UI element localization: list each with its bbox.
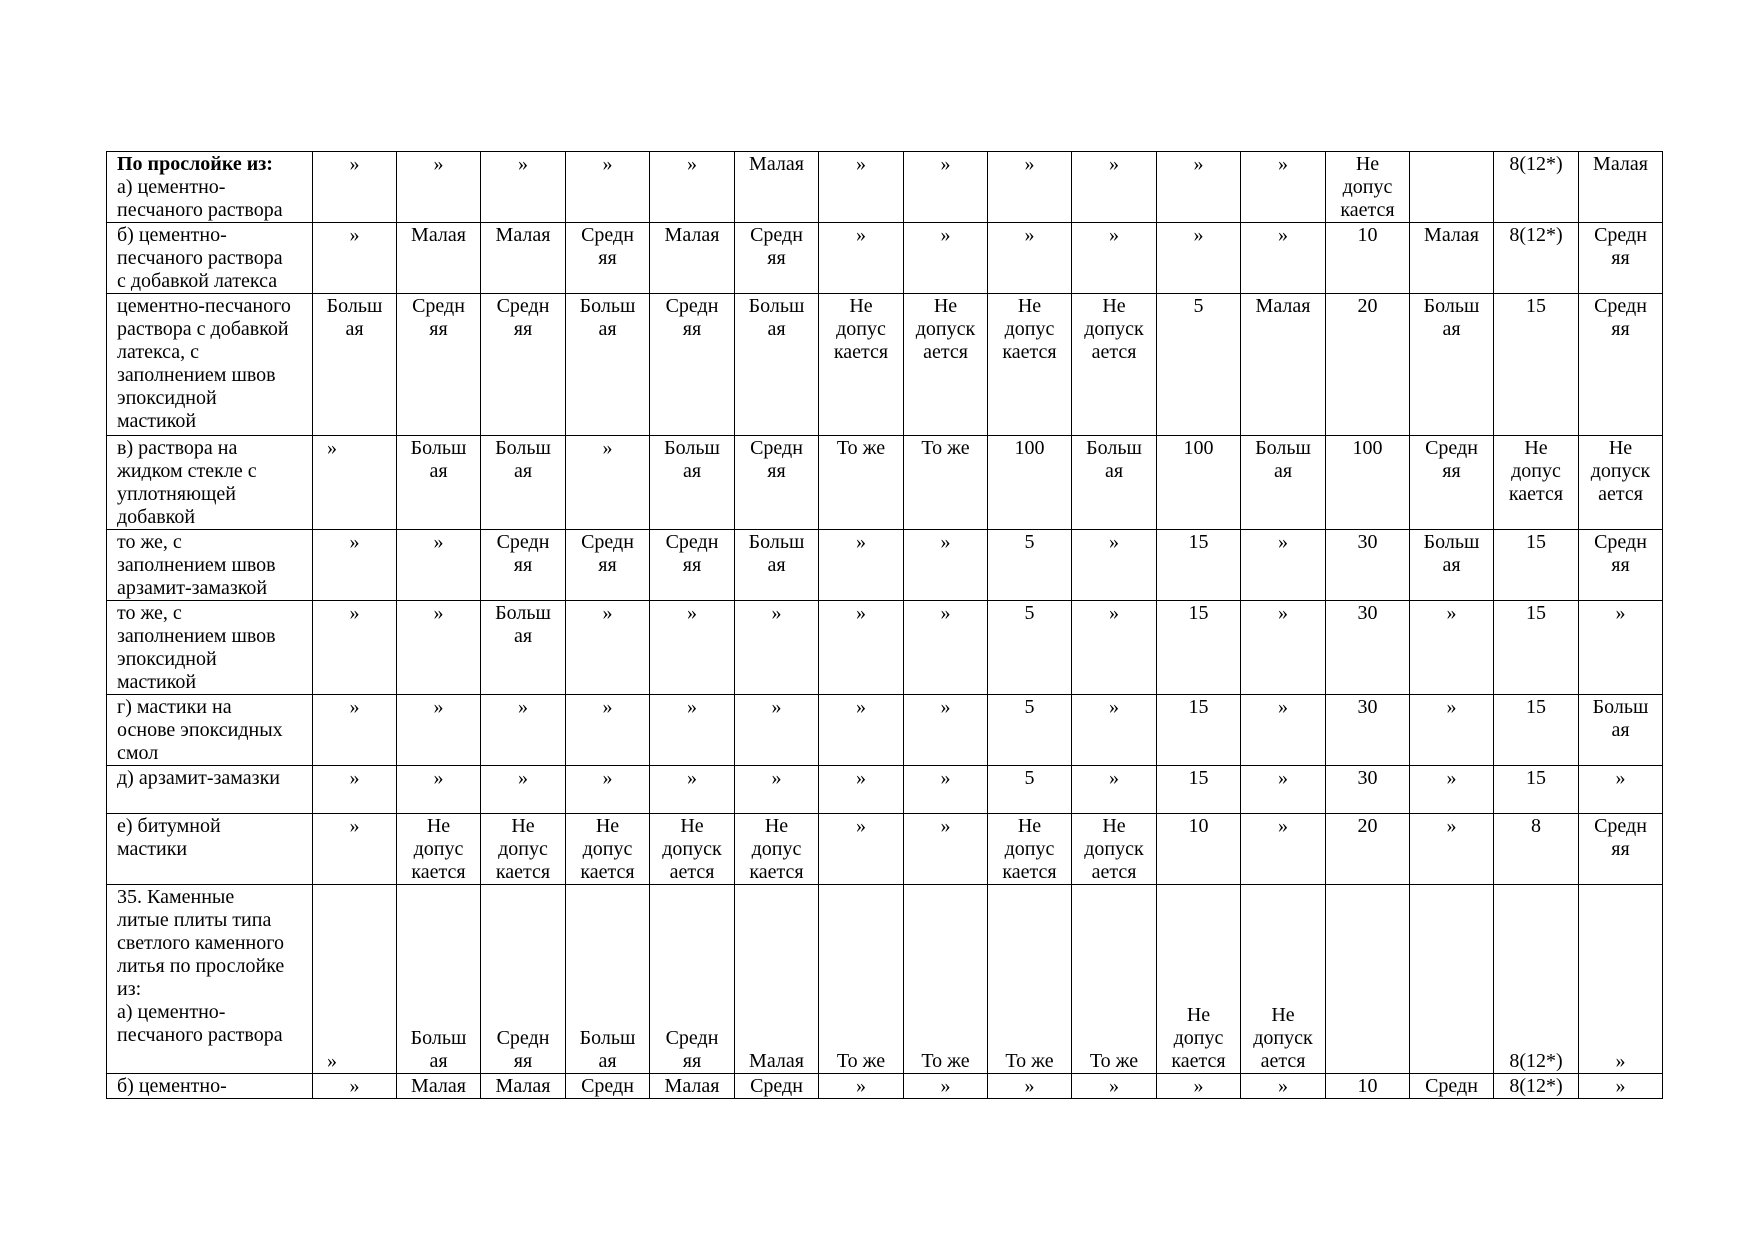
table-cell: 15 — [1157, 601, 1241, 695]
table-cell: 5 — [988, 766, 1072, 814]
table-cell: Не допус кается — [735, 814, 819, 885]
table-cell: » — [313, 530, 397, 601]
table-cell: » — [313, 1074, 397, 1099]
table-cell: » — [819, 223, 904, 294]
table-cell: Не допус кается — [397, 814, 481, 885]
table-cell: » — [1241, 601, 1326, 695]
table-cell: Не допуск ается — [1579, 436, 1663, 530]
table-cell: Малая — [397, 1074, 481, 1099]
table-cell: » — [1410, 766, 1494, 814]
table-cell: 15 — [1157, 530, 1241, 601]
table-cell: 8(12*) — [1494, 223, 1579, 294]
table-cell: Малая — [650, 223, 735, 294]
row-label-text: е) битумной мастики — [117, 815, 221, 860]
table-cell: » — [481, 152, 566, 223]
table-cell: » — [1157, 1074, 1241, 1099]
table-cell: Не допуск ается — [650, 814, 735, 885]
table-cell: 15 — [1494, 294, 1579, 436]
table-cell: 15 — [1494, 601, 1579, 695]
table-cell: 20 — [1326, 294, 1410, 436]
table-cell: Не допус кается — [988, 814, 1072, 885]
table-cell: » — [313, 814, 397, 885]
table-cell: Не допус кается — [481, 814, 566, 885]
table-cell: » — [397, 695, 481, 766]
table-cell: Больш ая — [1410, 294, 1494, 436]
table-cell: » — [397, 766, 481, 814]
row-label-cell — [107, 601, 313, 695]
table-cell: » — [1241, 223, 1326, 294]
table-cell: Средн яя — [650, 530, 735, 601]
table-cell: Средн яя — [481, 885, 566, 1074]
table-cell: 5 — [988, 695, 1072, 766]
row-label-text: б) цементно- песчаного раствора с добавкой латекса — [117, 224, 283, 292]
table-cell: Средн яя — [735, 436, 819, 530]
table-cell: Больш ая — [1579, 695, 1663, 766]
table-cell: » — [313, 885, 397, 1074]
table-cell: » — [1241, 695, 1326, 766]
row-label-cell — [107, 885, 313, 1074]
row-label-cell — [107, 223, 313, 294]
table-row — [107, 294, 1663, 436]
table-cell: Малая — [735, 885, 819, 1074]
table-cell: » — [1157, 223, 1241, 294]
table-cell: » — [819, 152, 904, 223]
table-row — [107, 223, 1663, 294]
table-cell: 100 — [1326, 436, 1410, 530]
table-cell: Средн яя — [1579, 294, 1663, 436]
row-label-cell — [107, 436, 313, 530]
table-cell: » — [650, 152, 735, 223]
table-cell: Малая — [650, 1074, 735, 1099]
table-cell: Больш ая — [566, 294, 650, 436]
table-cell: Средн яя — [566, 530, 650, 601]
table-cell: » — [988, 152, 1072, 223]
row-label-cell — [107, 294, 313, 436]
data-table — [106, 151, 1663, 1099]
table-cell: » — [566, 695, 650, 766]
table-cell: » — [1072, 695, 1157, 766]
table-cell: » — [988, 223, 1072, 294]
table-cell: Средн — [566, 1074, 650, 1099]
table-cell: Не допус кается — [566, 814, 650, 885]
table-cell: Не допус кается — [1494, 436, 1579, 530]
table-cell: То же — [904, 436, 988, 530]
table-cell: Малая — [481, 1074, 566, 1099]
table-cell: То же — [988, 885, 1072, 1074]
table-cell: То же — [819, 885, 904, 1074]
table-row — [107, 152, 1663, 223]
table-cell: » — [1241, 152, 1326, 223]
table-cell: Малая — [1410, 223, 1494, 294]
table-cell: Средн яя — [566, 223, 650, 294]
table-cell: Не допуск ается — [1241, 885, 1326, 1074]
table-cell: » — [313, 223, 397, 294]
row-label-text: то же, с заполнением швов эпоксидной мастикой — [117, 602, 276, 693]
table-cell: » — [1579, 601, 1663, 695]
table-cell: 15 — [1494, 766, 1579, 814]
table-cell: 30 — [1326, 695, 1410, 766]
table-cell: Средн яя — [397, 294, 481, 436]
table-cell: 100 — [988, 436, 1072, 530]
table-cell: 8 — [1494, 814, 1579, 885]
table-row — [107, 885, 1663, 1074]
table-cell: 15 — [1157, 766, 1241, 814]
table-cell: » — [1241, 766, 1326, 814]
row-label-cell — [107, 1074, 313, 1099]
table-cell: 10 — [1326, 1074, 1410, 1099]
table-cell: 8(12*) — [1494, 152, 1579, 223]
table-cell: Не допуск ается — [1072, 814, 1157, 885]
table-cell: Малая — [1241, 294, 1326, 436]
table-cell: Больш ая — [481, 601, 566, 695]
row-label-text: б) цементно- — [117, 1075, 227, 1097]
table-cell: Больш ая — [1072, 436, 1157, 530]
table-cell: 20 — [1326, 814, 1410, 885]
table-row — [107, 601, 1663, 695]
table-cell: Больш ая — [397, 885, 481, 1074]
table-cell: 30 — [1326, 766, 1410, 814]
row-label-cell — [107, 766, 313, 814]
table-cell — [1326, 885, 1410, 1074]
table-cell: Средн яя — [735, 223, 819, 294]
table-row — [107, 766, 1663, 814]
table-cell — [1410, 152, 1494, 223]
table-cell: Средн яя — [1579, 223, 1663, 294]
table-cell: 10 — [1157, 814, 1241, 885]
table-cell: Больш ая — [735, 294, 819, 436]
table-cell: 30 — [1326, 601, 1410, 695]
table-cell: Больш ая — [397, 436, 481, 530]
table-cell: » — [819, 695, 904, 766]
table-cell: Больш ая — [1241, 436, 1326, 530]
table-cell: » — [904, 814, 988, 885]
table-cell: 10 — [1326, 223, 1410, 294]
table-cell: » — [819, 766, 904, 814]
table-cell: » — [904, 1074, 988, 1099]
table-cell: 100 — [1157, 436, 1241, 530]
table-cell: Не допус кается — [1326, 152, 1410, 223]
table-cell: 5 — [988, 601, 1072, 695]
table-cell: » — [1072, 1074, 1157, 1099]
table-cell: Средн — [735, 1074, 819, 1099]
table-cell: » — [1072, 223, 1157, 294]
table-cell: » — [1072, 766, 1157, 814]
table-cell: Не допус кается — [988, 294, 1072, 436]
table-cell: » — [650, 766, 735, 814]
table-cell: » — [313, 766, 397, 814]
table-row — [107, 695, 1663, 766]
table-cell: » — [650, 695, 735, 766]
table-cell: » — [1579, 885, 1663, 1074]
table-cell: » — [313, 695, 397, 766]
table-cell: » — [735, 766, 819, 814]
table-cell: Средн яя — [650, 294, 735, 436]
table-cell: » — [819, 601, 904, 695]
table-cell: » — [1241, 1074, 1326, 1099]
table-cell: 30 — [1326, 530, 1410, 601]
table-row — [107, 530, 1663, 601]
section-heading: По прослойке из: — [117, 153, 273, 175]
table-cell: Больш ая — [481, 436, 566, 530]
table-cell: Средн яя — [650, 885, 735, 1074]
table-cell: 15 — [1157, 695, 1241, 766]
table-cell: » — [904, 766, 988, 814]
table-cell: » — [313, 152, 397, 223]
row-label-cell — [107, 152, 313, 223]
table-cell: » — [1410, 695, 1494, 766]
row-label-cell — [107, 695, 313, 766]
table-cell: То же — [819, 436, 904, 530]
table-cell: Не допус кается — [1157, 885, 1241, 1074]
row-label-cell — [107, 530, 313, 601]
table-cell: Средн яя — [1579, 814, 1663, 885]
table-cell: 5 — [988, 530, 1072, 601]
table-cell: 15 — [1494, 530, 1579, 601]
table-cell: » — [819, 814, 904, 885]
table-cell: » — [650, 601, 735, 695]
table-cell: Больш ая — [1410, 530, 1494, 601]
table-cell: » — [566, 766, 650, 814]
row-label-text: г) мастики на основе эпоксидных смол — [117, 696, 283, 764]
table-cell: » — [397, 530, 481, 601]
table-cell: » — [1072, 601, 1157, 695]
table-cell: » — [1579, 766, 1663, 814]
table-cell: Средн яя — [481, 294, 566, 436]
table-cell: » — [566, 152, 650, 223]
row-label-text: цементно-песчаного раствора с добавкой латекса, с заполнением швов эпоксидной мастикой — [117, 295, 291, 432]
table-cell: То же — [1072, 885, 1157, 1074]
row-label-text: в) раствора на жидком стекле с уплотняющей добавкой — [117, 437, 257, 528]
table-row — [107, 436, 1663, 530]
table-cell: Больш ая — [313, 294, 397, 436]
table-cell: » — [1410, 601, 1494, 695]
table-cell: » — [1241, 530, 1326, 601]
table-cell: Не допус кается — [819, 294, 904, 436]
table-cell: » — [904, 152, 988, 223]
table-cell — [1410, 885, 1494, 1074]
table-cell: » — [819, 1074, 904, 1099]
table-cell: » — [313, 601, 397, 695]
table-cell: » — [904, 530, 988, 601]
table-cell: » — [904, 695, 988, 766]
table-cell: » — [819, 530, 904, 601]
row-label-text: то же, с заполнением швов арзамит-замазкой — [117, 531, 276, 599]
table-cell: » — [1410, 814, 1494, 885]
table-cell: Малая — [735, 152, 819, 223]
table-cell: Средн яя — [1579, 530, 1663, 601]
table-cell: Малая — [397, 223, 481, 294]
table-cell: Больш ая — [650, 436, 735, 530]
table-cell: » — [397, 601, 481, 695]
table-cell: » — [397, 152, 481, 223]
table-cell: Малая — [481, 223, 566, 294]
table-row — [107, 1074, 1663, 1099]
table-cell: » — [481, 766, 566, 814]
table-cell: » — [481, 695, 566, 766]
table-cell: » — [904, 601, 988, 695]
table-cell: Не допуск ается — [904, 294, 988, 436]
table-cell: » — [1157, 152, 1241, 223]
table-cell: Средн — [1410, 1074, 1494, 1099]
table-cell: 5 — [1157, 294, 1241, 436]
table-cell: » — [904, 223, 988, 294]
row-label-text: а) цементно- песчаного раствора — [117, 176, 283, 221]
table-cell: » — [735, 695, 819, 766]
table-cell: Не допуск ается — [1072, 294, 1157, 436]
row-label-text: д) арзамит-замазки — [117, 767, 280, 789]
table-cell: Больш ая — [735, 530, 819, 601]
table-cell: » — [566, 436, 650, 530]
table-cell: » — [313, 436, 397, 530]
row-label-cell — [107, 814, 313, 885]
table-row — [107, 814, 1663, 885]
table-cell: » — [735, 601, 819, 695]
table-cell: Малая — [1579, 152, 1663, 223]
table-cell: » — [566, 601, 650, 695]
table-cell: » — [1241, 814, 1326, 885]
table-cell: 8(12*) — [1494, 1074, 1579, 1099]
table-cell: » — [988, 1074, 1072, 1099]
table-cell: То же — [904, 885, 988, 1074]
table-cell: » — [1579, 1074, 1663, 1099]
table-cell: Средн яя — [1410, 436, 1494, 530]
row-label-text: 35. Каменные литые плиты типа светлого каменного литья по прослойке из: а) цементно- песчаного раствора — [117, 886, 285, 1046]
table-cell: Средн яя — [481, 530, 566, 601]
table-cell: 8(12*) — [1494, 885, 1579, 1074]
table-cell: Больш ая — [566, 885, 650, 1074]
table-cell: 15 — [1494, 695, 1579, 766]
table-cell: » — [1072, 530, 1157, 601]
table-cell: » — [1072, 152, 1157, 223]
